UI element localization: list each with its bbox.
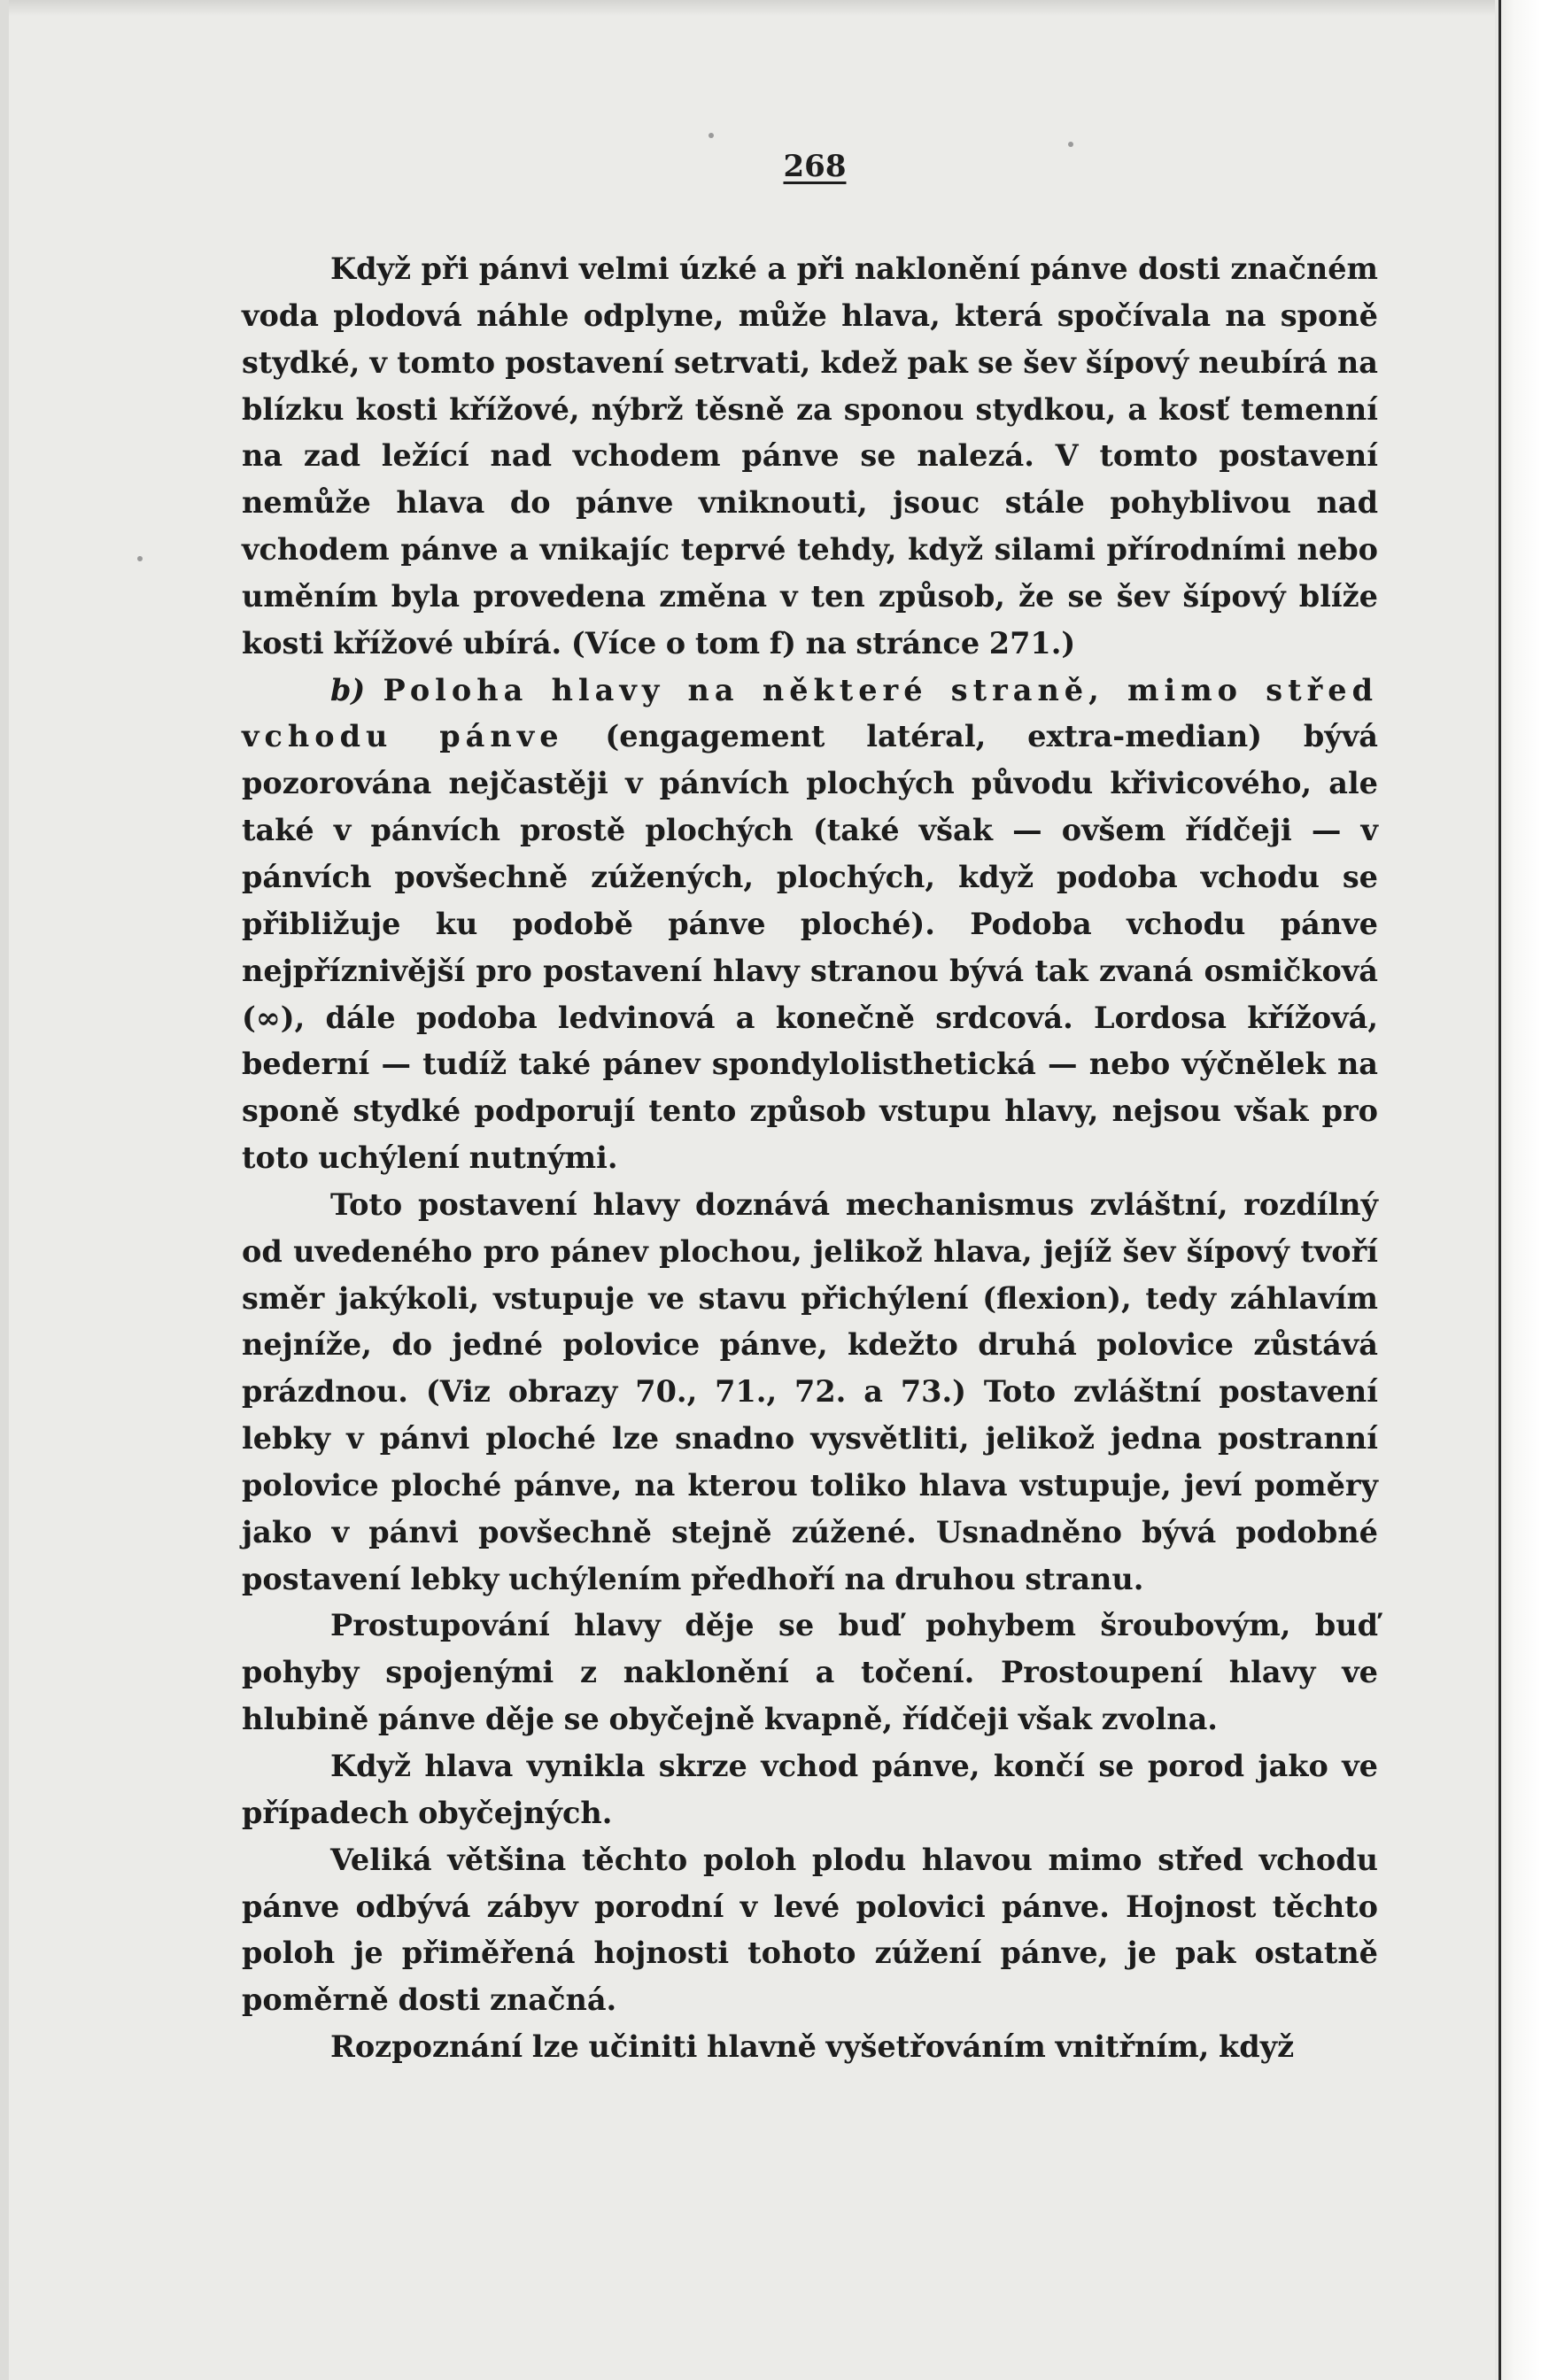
scan-left-edge [0, 0, 9, 2380]
paragraph: Prostupování hlavy děje se buď pohybem šroubovým, buď pohyby spojenými z naklonění a točení. Prostoupení hlavy ve hlubině pánve děje se obyčejně kvapně, řídčeji však zvolna. [242, 1608, 1378, 1737]
paragraph: Když hlava vynikla skrze vchod pánve, končí se porod jako ve případech obyčejných. [242, 1749, 1378, 1830]
page-number: 268 [783, 149, 847, 184]
paragraph-text: (engagement latéral, extra-median) bývá pozorována nejčastěji v pánvích plochých původu křivicového, ale také v pánvích prostě plochých (také však — ovšem řídčeji — v pánvích povšechně zúžených, plochých, když podoba vchodu se přibližuje ku podobě pánve ploché). Podoba vchodu pánve nejpříznivější pro postavení hlavy stranou bývá tak zvaná osmičková (∞), dále podoba ledvinová a konečně srdcová. Lordosa křížová, bederní — tudíž také pánev spondylolisthetická — nebo výčnělek na sponě stydké podporují tento způsob vstupu hlavy, nejsou však pro toto uchýlení nutnými. [242, 719, 1378, 1176]
scan-top-edge [0, 0, 1541, 16]
item-label: b) [330, 672, 366, 707]
body-text [242, 246, 1378, 2071]
section-heading: Poloha hlavy na některé straně, mimo střed vchodu pánve [242, 672, 1378, 754]
paragraph [242, 668, 1378, 1182]
scan-speck [1068, 142, 1073, 147]
scan-speck [709, 133, 714, 138]
paragraph: Když při pánvi velmi úzké a při naklonění pánve dosti značném voda plodová náhle odplyne, může hlava, která spočívala na sponě stydké, v tomto postavení setrvati, kdež pak se šev šípový neubírá na blízku kosti křížové, nýbrž těsně za sponou stydkou, a kosť temenní na zad ležící nad vchodem pánve se nalezá. V tomto postavení nemůže hlava do pánve vniknouti, jsouc stále pohyblivou nad vchodem pánve a vnikajíc teprvé tehdy, když silami přírodními nebo uměním byla provedena změna v ten způsob, že se šev šípový blíže kosti křížové ubírá. (Více o tom f) na stránce 271.) [242, 251, 1378, 661]
scan-speck [137, 556, 143, 561]
paragraph: Rozpoznání lze učiniti hlavně vyšetřováním vnitřním, když [330, 2029, 1295, 2065]
paragraph: Veliká většina těchto poloh plodu hlavou mimo střed vchodu pánve odbývá zábyv porodní v levé polovici pánve. Hojnost těchto poloh je přiměřená hojnosti tohoto zúžení pánve, je pak ostatně poměrně dosti značná. [242, 1842, 1378, 2018]
paragraph: Toto postavení hlavy doznává mechanismus zvláštní, rozdílný od uvedeného pro pánev plochou, jelikož hlava, jejíž šev šípový tvoří směr jakýkoli, vstupuje ve stavu přichýlení (flexion), tedy záhlavím nejníže, do jedné polovice pánve, kdežto druhá polovice zůstává prázdnou. (Viz obrazy 70., 71., 72. a 73.) Toto zvláštní postavení lebky v pánvi ploché lze snadno vysvětliti, jelikož jedna postranní polovice ploché pánve, na kterou toliko hlava vstupuje, jeví poměry jako v pánvi povšechně stejně zúžené. Usnadněno bývá podobné postavení lebky uchýlením předhoří na druhou stranu. [242, 1186, 1378, 1596]
scan-right-edge [1495, 0, 1541, 2380]
